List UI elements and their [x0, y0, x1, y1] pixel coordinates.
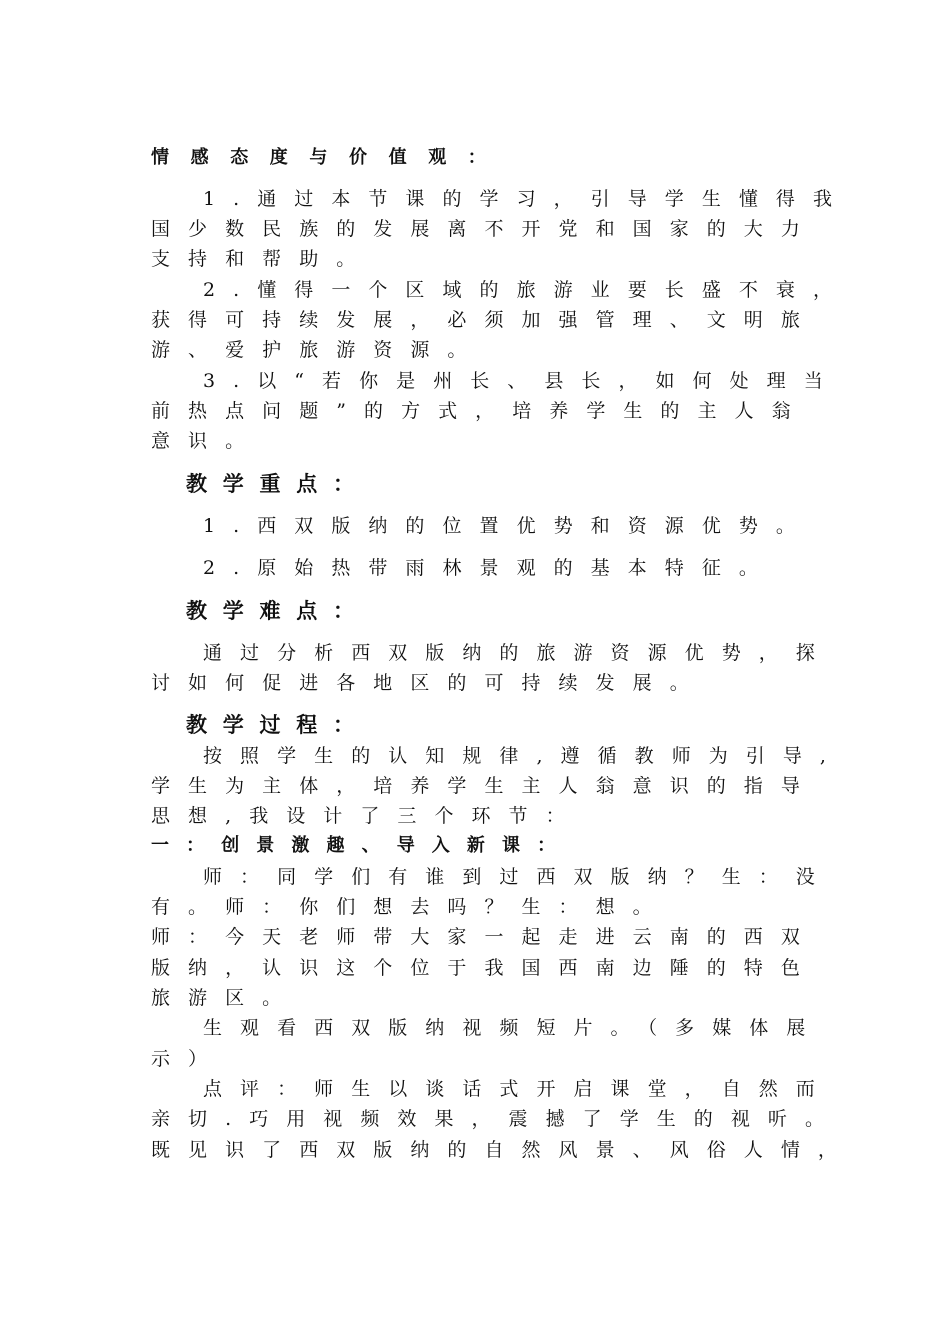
- paragraph-line: 旅游区。: [151, 987, 300, 1009]
- paragraph-line: 前热点问题”的方式，培养学生的主人翁: [151, 400, 809, 422]
- paragraph-line: 通过分析西双版纳的旅游资源优势，探: [203, 642, 833, 664]
- section-heading-values: 情感态度与价值观：: [151, 147, 508, 168]
- paragraph-line: 获得可持续发展，必须加强管理、文明旅: [151, 309, 818, 331]
- section-heading-process: 教学过程：: [186, 713, 370, 737]
- paragraph-line: 3.以“若你是州长、县长，如何处理当: [203, 370, 841, 392]
- paragraph-line: 师：同学们有谁到过西双版纳？生：没: [203, 866, 833, 888]
- paragraph-line: 2.懂得一个区域的旅游业要长盛不衰，: [203, 279, 851, 301]
- paragraph-line: 学生为主体，培养学生主人翁意识的指导: [151, 775, 818, 797]
- section-heading-key-points: 教学重点：: [186, 472, 370, 496]
- paragraph-line: 既见识了西双版纳的自然风景、风俗人情，: [151, 1139, 855, 1161]
- paragraph-line: 版纳，认识这个位于我国西南边陲的特色: [151, 957, 818, 979]
- paragraph-line: 按照学生的认知规律,遵循教师为引导,: [203, 745, 844, 767]
- subsection-heading-part-one: 一：创景激趣、导入新课：: [151, 835, 573, 856]
- paragraph-line: 游、爱护旅游资源。: [151, 339, 485, 361]
- paragraph-line: 2.原始热带雨林景观的基本特征。: [203, 557, 776, 579]
- section-heading-difficulties: 教学难点：: [186, 599, 370, 623]
- paragraph-line: 生观看西双版纳视频短片。（多媒体展: [203, 1017, 824, 1039]
- paragraph-line: 支持和帮助。: [151, 248, 374, 270]
- paragraph-line: 思想,我设计了三个环节：: [151, 805, 583, 827]
- paragraph-line: 示）: [151, 1048, 226, 1070]
- paragraph-line: 点评：师生以谈话式开启课堂，自然而: [203, 1078, 833, 1100]
- paragraph-line: 1.西双版纳的位置优势和资源优势。: [203, 515, 813, 537]
- paragraph-line: 师：今天老师带大家一起走进云南的西双: [151, 926, 818, 948]
- paragraph-line: 国少数民族的发展离不开党和国家的大力: [151, 218, 818, 240]
- paragraph-line: 讨如何促进各地区的可持续发展。: [151, 672, 707, 694]
- paragraph-line: 有。师：你们想去吗？生：想。: [151, 896, 670, 918]
- paragraph-line: 亲切.巧用视频效果，震撼了学生的视听。: [151, 1108, 842, 1130]
- paragraph-line: 1.通过本节课的学习，引导学生懂得我: [203, 188, 851, 210]
- paragraph-line: 意识。: [151, 430, 263, 452]
